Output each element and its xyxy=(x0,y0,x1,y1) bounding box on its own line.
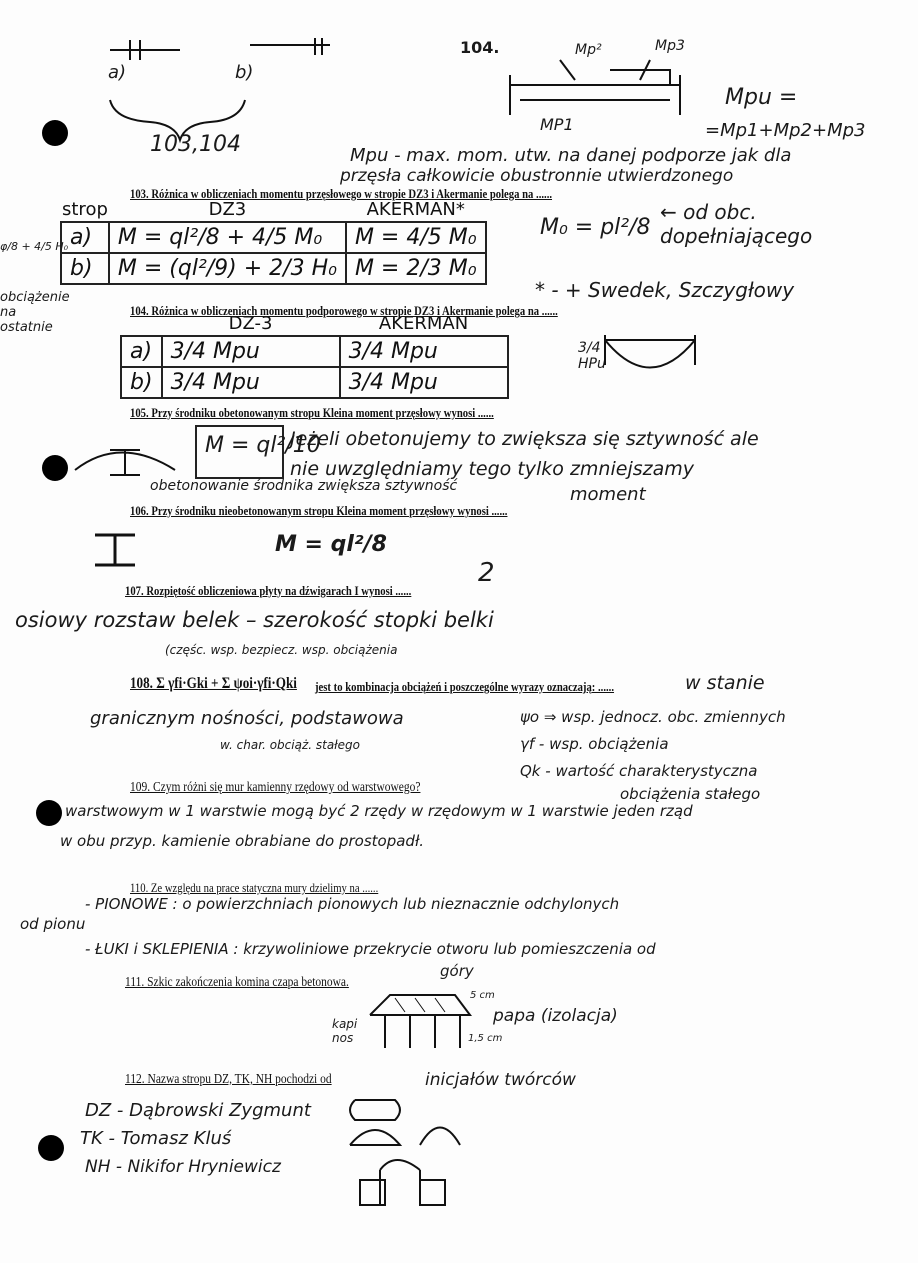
mp1: MP1 xyxy=(540,115,574,134)
label: papa (izolacja) xyxy=(493,1006,618,1026)
note: (częśc. wsp. bezpiecz. wsp. obciążenia xyxy=(165,643,398,657)
cell: 3/4 Mpu xyxy=(340,336,508,367)
answer-107: osiowy rozstaw belek – szerokość stopki belki xyxy=(15,608,494,632)
chimney-cap-sketch xyxy=(365,990,475,1050)
question-105: 105. Przy środniku obetonowanym stropu Kleina moment przęsłowy wynosi ...... xyxy=(130,405,494,420)
list-item: TK - Tomasz Kluś xyxy=(80,1128,232,1149)
row-label: b) xyxy=(121,367,162,398)
answer: granicznym nośności, podstawowa xyxy=(90,708,404,729)
mp2: Mp² xyxy=(575,42,602,58)
cell: 3/4 Mpu xyxy=(162,367,340,398)
cell: 3/4 Mpu xyxy=(162,336,340,367)
question-110: 110. Ze względu na prace statyczna mury dzielimy na ...... xyxy=(130,880,379,895)
cell: M = ql²/8 + 4/5 M₀ xyxy=(109,222,346,253)
i-beam-encased-icon xyxy=(70,440,180,480)
list-item: NH - Nikifor Hryniewicz xyxy=(85,1157,281,1177)
label-b: b) xyxy=(235,62,254,83)
question-106: 106. Przy środniku nieobetonowanym stropu Kleina moment przęsłowy wynosi ...... xyxy=(130,503,508,518)
answer: - PIONOWE : o powierzchniach pionowych lub nieznacznie odchylonych xyxy=(85,895,620,913)
answer: w. char. obciąż. stałego xyxy=(220,738,360,752)
mpu-definition-2: przęsła całkowicie obustronnie utwierdzonego xyxy=(340,166,734,186)
answer: od pionu xyxy=(20,915,86,933)
answer: w stanie xyxy=(685,672,765,694)
row-label: b) xyxy=(61,253,109,284)
definition: ψo ⇒ wsp. jednocz. obc. zmiennych xyxy=(520,708,786,726)
formula-108: 108. Σ γfi·Gki + Σ ψoi·γfi·Qki xyxy=(130,675,297,692)
definition: obciążenia stałego xyxy=(620,785,761,803)
m0-formula: M₀ = pl²/8 xyxy=(540,215,651,240)
definition: γf - wsp. obciążenia xyxy=(520,735,669,753)
score-mark: 2 xyxy=(478,558,495,588)
answer: inicjałów twórców xyxy=(425,1070,576,1090)
answer: w obu przyp. kamienie obrabiane do prostopadł. xyxy=(60,832,425,850)
formula-105: M = ql²/10 xyxy=(205,433,321,458)
punch-hole xyxy=(38,1135,64,1161)
note: moment xyxy=(570,484,646,505)
label: 1,5 cm xyxy=(468,1033,503,1044)
question-111: 111. Szkic zakończenia komina czapa betonowa. xyxy=(125,975,349,990)
punch-hole xyxy=(36,800,62,826)
question-107: 107. Rozpiętość obliczeniowa płyty na dźwigarach I wynosi ...... xyxy=(125,583,412,598)
page-number: 104. xyxy=(460,38,500,57)
table-103 xyxy=(60,198,487,285)
mp3: Mp3 xyxy=(655,38,685,54)
row-label: a) xyxy=(121,336,162,367)
question-112: 112. Nazwa stropu DZ, TK, NH pochodzi od xyxy=(125,1072,332,1087)
answer: - ŁUKI i SKLEPIENIA : krzywoliniowe przekrycie otworu lub pomieszczenia od xyxy=(85,940,656,958)
cell: 3/4 Mpu xyxy=(340,367,508,398)
m0-note: ← od obc. dopełniającego xyxy=(660,200,813,248)
answer: góry xyxy=(440,962,474,980)
note: nie uwzględniamy tego tylko zmniejszamy xyxy=(290,458,694,480)
star-note: * - + Swedek, Szczygłowy xyxy=(535,278,795,302)
question-109: 109. Czym różni się mur kamienny rzędowy od warstwowego? xyxy=(130,780,421,795)
side-note: φ/8 + 4/5 H₀ xyxy=(0,240,69,253)
mpu-sum: =Mp1+Mp2+Mp3 xyxy=(705,120,866,141)
col-header: DZ3 xyxy=(109,198,346,222)
mpu: Mpu = xyxy=(725,85,798,110)
cell: M = 4/5 M₀ xyxy=(346,222,486,253)
floor-block-sketches xyxy=(340,1095,480,1215)
i-beam-icon xyxy=(90,530,140,570)
formula-106: M = ql²/8 xyxy=(275,532,387,557)
col-header: strop xyxy=(62,199,108,220)
col-header: AKERMAN* xyxy=(346,198,486,222)
col-header: AKERMAN xyxy=(340,312,508,336)
note: Jeżeli obetonujemy to zwiększa się sztywność ale xyxy=(290,428,759,450)
cell: M = (ql²/9) + 2/3 H₀ xyxy=(109,253,346,284)
list-item: DZ - Dąbrowski Zygmunt xyxy=(85,1100,311,1121)
refs: 103,104 xyxy=(150,132,241,157)
question-103: 103. Różnica w obliczeniach momentu przęsłowego w stropie DZ3 i Akermanie polega na ...... xyxy=(130,186,553,201)
question-104: 104. Różnica w obliczeniach momentu podporowego w stropie DZ3 i Akermanie polega na ...... xyxy=(130,303,558,318)
col-header: DZ-3 xyxy=(162,312,340,336)
punch-hole xyxy=(42,120,68,146)
moment-diagram xyxy=(600,335,700,385)
answer: warstwowym w 1 warstwie mogą być 2 rzędy w rzędowym w 1 warstwie jeden rząd xyxy=(65,802,693,820)
label: 5 cm xyxy=(470,990,495,1001)
side-note: 3/4 HPu xyxy=(578,340,606,372)
definition: Qk - wartość charakterystyczna xyxy=(520,762,758,780)
table-104 xyxy=(120,312,509,399)
row-label: a) xyxy=(61,222,109,253)
label-a: a) xyxy=(108,62,127,83)
label: kapi nos xyxy=(332,1017,358,1045)
cell: M = 2/3 M₀ xyxy=(346,253,486,284)
punch-hole xyxy=(42,455,68,481)
mpu-definition: Mpu - max. mom. utw. na danej podporze jak dla xyxy=(350,145,792,166)
question-108: jest to kombinacja obciążeń i poszczególne wyrazy oznaczają: ...... xyxy=(315,679,615,694)
side-note: obciążenie na ostatnie xyxy=(0,290,70,335)
note: obetonowanie środnika zwiększa sztywność xyxy=(150,478,458,494)
